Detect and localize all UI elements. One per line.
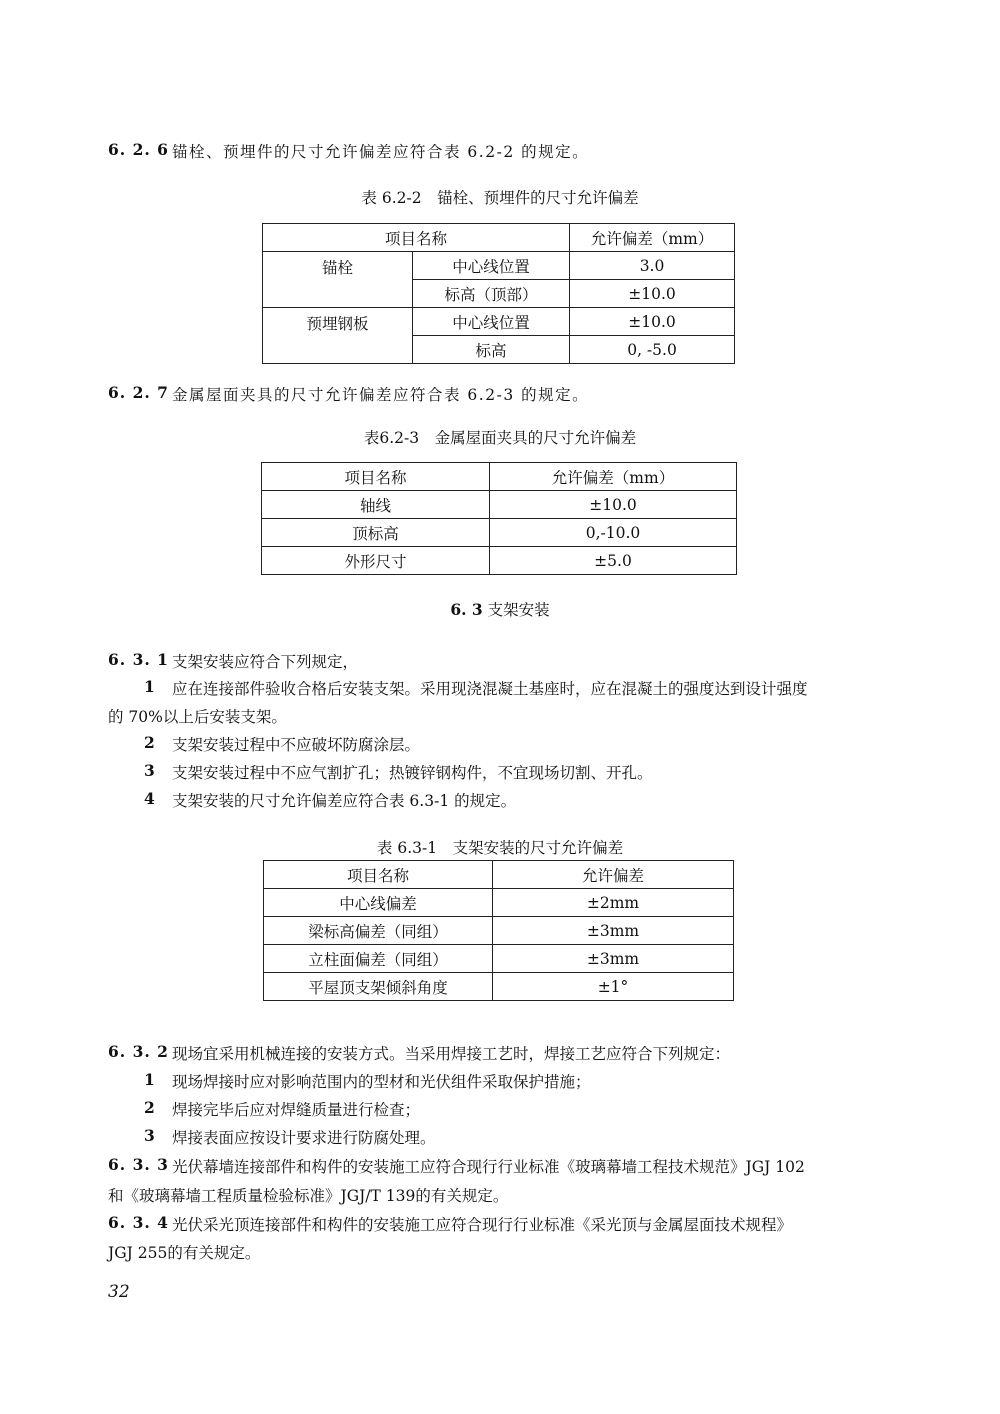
table-header-row: [264, 861, 734, 889]
table-row: [263, 252, 735, 280]
table-cell: 中心线位置: [413, 308, 570, 336]
table-row: [264, 889, 734, 917]
group-cell: 锚栓: [263, 252, 413, 308]
table-cell: 3.0: [570, 252, 735, 280]
clause-number: 6. 2. 7: [108, 383, 169, 402]
group-cell: 预埋钢板: [263, 308, 413, 364]
header-cell: 项目名称: [263, 224, 570, 252]
table-cell: 中心线位置: [413, 252, 570, 280]
table-row: [264, 917, 734, 945]
table-cell: 轴线: [262, 491, 490, 519]
table-6-3-1: [263, 860, 734, 1001]
header-cell: 允许偏差（mm）: [490, 463, 737, 491]
item-text: 应在连接部件验收合格后安装支架。采用现浇混凝土基座时，应在混凝土的强度达到设计强度: [172, 680, 808, 698]
item-text: 现场焊接时应对影响范围内的型材和光伏组件采取保护措施；: [172, 1073, 591, 1091]
table-row: [263, 308, 735, 336]
item-text: 支架安装的尺寸允许偏差应符合表 6.3-1 的规定。: [172, 792, 517, 810]
clause-text-continued: JGJ 255的有关规定。: [108, 1244, 261, 1262]
section-heading: [0, 598, 1000, 620]
section-number: 6. 3: [450, 600, 483, 619]
table-cell: ±10.0: [570, 280, 735, 308]
table-cell: ±1°: [493, 973, 734, 1001]
header-cell: 允许偏差: [493, 861, 734, 889]
clause-number: 6. 3. 3: [108, 1155, 169, 1174]
table-cell: ±2mm: [493, 889, 734, 917]
table-cell: 立柱面偏差（同组）: [264, 945, 493, 973]
clause-text: 光伏幕墙连接部件和构件的安装施工应符合现行行业标准《玻璃幕墙工程技术规范》JGJ 102: [172, 1158, 805, 1176]
table-row: [264, 973, 734, 1001]
table-cell: 0, -5.0: [570, 336, 735, 364]
table-cell: ±5.0: [490, 547, 737, 575]
item-text: 支架安装过程中不应气割扩孔；热镀锌钢构件，不宜现场切割、开孔。: [172, 764, 653, 782]
item-number: 3: [144, 1126, 155, 1145]
item-text: 焊接表面应按设计要求进行防腐处理。: [172, 1129, 436, 1147]
item-number: 4: [144, 789, 155, 808]
table-cell: 标高: [413, 336, 570, 364]
clause-text: 现场宜采用机械连接的安装方式。当采用焊接工艺时，焊接工艺应符合下列规定：: [172, 1045, 731, 1063]
table-row: [264, 945, 734, 973]
item-text: 焊接完毕后应对焊缝质量进行检查；: [172, 1101, 421, 1119]
table-caption: 表 6.3-1 支架安装的尺寸允许偏差: [376, 839, 624, 857]
table-cell: 标高（顶部）: [413, 280, 570, 308]
header-cell: 项目名称: [262, 463, 490, 491]
table-cell: 中心线偏差: [264, 889, 493, 917]
table-caption: 表6.2-3 金属屋面夹具的尺寸允许偏差: [363, 429, 637, 447]
item-number: 1: [144, 1070, 155, 1089]
table-cell: ±3mm: [493, 945, 734, 973]
item-number: 2: [144, 733, 155, 752]
clause-text: 金属屋面夹具的尺寸允许偏差应符合表 6.2-3 的规定。: [172, 386, 590, 404]
header-cell: 允许偏差（mm）: [570, 224, 735, 252]
item-number: 3: [144, 761, 155, 780]
table-row: [262, 547, 737, 575]
table-header-row: [262, 463, 737, 491]
table-cell: ±10.0: [570, 308, 735, 336]
header-cell: 项目名称: [264, 861, 493, 889]
clause-text: 锚栓、预埋件的尺寸允许偏差应符合表 6.2-2 的规定。: [172, 143, 590, 161]
item-number: 1: [144, 677, 155, 696]
clause-text: 光伏采光顶连接部件和构件的安装施工应符合现行行业标准《采光顶与金属屋面技术规程》: [172, 1216, 793, 1234]
item-number: 2: [144, 1098, 155, 1117]
table-cell: 0,-10.0: [490, 519, 737, 547]
table-header-row: [263, 224, 735, 252]
table-caption: 表 6.2-2 锚栓、预埋件的尺寸允许偏差: [361, 189, 639, 207]
page-number: 32: [108, 1282, 130, 1302]
item-text: 支架安装过程中不应破坏防腐涂层。: [172, 736, 421, 754]
item-text-continued: 的 70%以上后安装支架。: [108, 708, 287, 726]
table-cell: 平屋顶支架倾斜角度: [264, 973, 493, 1001]
clause-number: 6. 2. 6: [108, 140, 169, 159]
table-6-2-3: [261, 462, 737, 575]
clause-text-continued: 和《玻璃幕墙工程质量检验标准》JGJ/T 139的有关规定。: [108, 1187, 509, 1205]
clause-number: 6. 3. 4: [108, 1213, 169, 1232]
table-cell: 顶标高: [262, 519, 490, 547]
clause-text: 支架安装应符合下列规定，: [172, 653, 359, 671]
table-6-2-2: [262, 223, 735, 364]
table-cell: 梁标高偏差（同组）: [264, 917, 493, 945]
table-cell: ±3mm: [493, 917, 734, 945]
clause-number: 6. 3. 2: [108, 1042, 169, 1061]
clause-number: 6. 3. 1: [108, 650, 169, 669]
table-cell: 外形尺寸: [262, 547, 490, 575]
table-cell: ±10.0: [490, 491, 737, 519]
table-row: [262, 519, 737, 547]
table-row: [262, 491, 737, 519]
section-title: 支架安装: [487, 601, 550, 619]
